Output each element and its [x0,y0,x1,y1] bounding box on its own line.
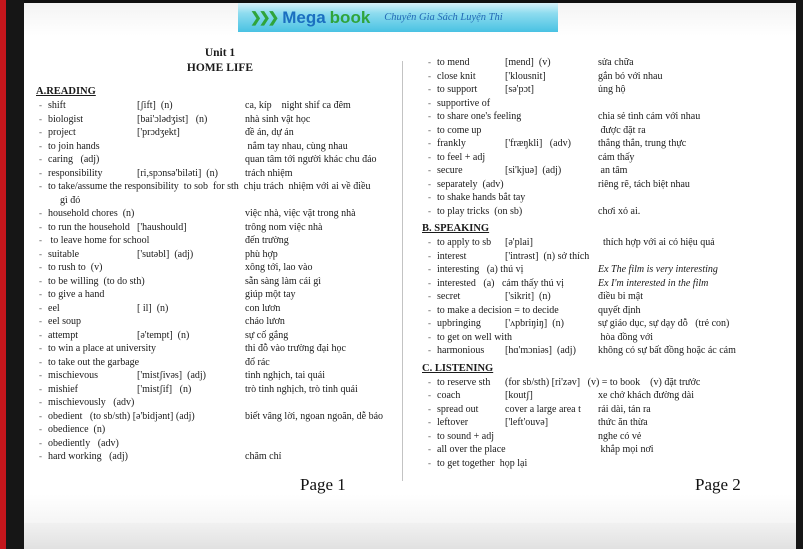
bullet-dash: - [428,84,431,94]
vocab-row: - obedient (to sb/sth) [ə'bidjənt] (adj) biết vâng lời, ngoan ngoãn, dễ bảo [39,410,384,422]
vocab-row: - close knit ['klousnit] gắn bó với nhau [428,70,663,82]
vocab-row: - to give a hand giúp một tay [39,289,296,300]
bullet-dash: - [39,167,42,178]
bullet-dash: - [428,277,431,288]
bullet-dash: - [39,289,42,299]
vocab-row: - to come up được đặt ra [428,124,646,136]
vocab-row: - to mend [mend] (v) sửa chữa [428,57,634,68]
page-bottom-shadow [24,523,796,549]
vocab-row: - frankly ['fræŋkli] (adv) thẳng thắn, trung thực [428,138,687,149]
page-1-vocab-list [34,85,406,464]
bullet-dash: - [428,264,431,274]
bullet-dash: - [428,57,431,67]
section-heading: A.READING [36,86,96,97]
bullet-dash: - [428,444,431,454]
bullet-dash: - [428,331,431,342]
vocab-row: - interested (a) cảm thấy thú vị Ex I'm interested in the film [428,277,709,289]
vocab-row: - all over the place khắp mọi nơi [428,444,654,455]
unit-title: Unit 1 [204,47,236,59]
bullet-dash: - [39,100,42,110]
left-dark-edge [6,0,24,549]
bullet-dash: - [428,318,431,328]
bullet-dash: - [428,192,431,202]
vocab-row: - to run the household ['haushould] trông nom việc nhà [39,221,323,233]
bullet-dash: - [39,410,42,421]
vocab-row: - project ['prɔdʒekt] đề án, dự án [39,127,294,138]
vocab-row: - biologist [bai'ɔlədʒist] (n) nhà sinh vật học [39,113,311,125]
bullet-dash: - [39,181,42,191]
bullet-dash: - [428,376,431,387]
vocab-row: - shift [ʃift] (n) ca, kíp night shif ca đêm [39,100,351,111]
logo-text-mega: Mega [282,7,326,27]
vocab-row: - secure [si'kjuə] (adj) an tâm [428,165,628,176]
unit-subtitle: HOME LIFE [186,62,254,74]
bullet-dash: - [428,430,431,441]
bullet-dash: - [39,343,42,353]
vocab-row: - to apply to sb [ə'plai] thích hợp với ai có hiệu quả [428,237,715,248]
vocab-row: - to rush to (v) xông tới, lao vào [39,262,313,273]
vocab-row: - hard working (adj) chăm chỉ [39,451,282,462]
bullet-dash: - [39,235,42,245]
vocab-row: - to share one's feeling chia sẻ tình cảm với nhau [428,111,701,122]
bullet-dash: - [428,165,431,175]
bullet-dash: - [39,356,42,367]
bullet-dash: - [428,345,431,355]
page-2-column [420,56,794,470]
vocab-row: - suitable ['sutəbl] (adj) phù hợp [39,248,278,260]
bullet-dash: - [39,437,42,448]
vocab-row: - to take/assume the responsibility to sob for sth chịu trách nhiệm với ai về điều [39,181,371,192]
bullet-dash: - [39,154,42,164]
bullet-dash: - [39,302,42,313]
document-spread [24,3,796,549]
bullet-dash: - [428,138,431,148]
vocab-row: - to shake hands bắt tay [428,192,526,203]
bullet-dash: - [39,140,42,151]
vocab-row: - to take out the garbage đổ rác [39,356,270,368]
bullet-dash: - [428,70,431,81]
vocab-row: - separately (adv) riêng rẽ, tách biệt nhau [428,178,690,190]
bullet-dash: - [39,127,42,137]
bullet-dash: - [428,205,431,216]
bullet-dash: - [428,304,431,315]
page-2-vocab-list [420,56,794,470]
vocab-row: - to get on well with hòa đồng với [428,331,654,343]
page-2-label: Page 2 [695,475,741,494]
megabook-banner [238,3,558,32]
vocab-row: - to leave home for school đến trường [39,235,289,246]
bullet-dash: - [428,291,431,301]
bullet-dash: - [428,403,431,414]
bullet-dash: - [39,248,42,259]
vocab-row: - mischievous ['mistʃivəs] (adj) tinh nghịch, tai quái [39,370,325,381]
right-dark-edge [796,0,803,549]
vocab-row: - eel soup cháo lươn [39,316,285,327]
bullet-dash: - [39,370,42,380]
bullet-dash: - [428,151,431,162]
vocab-row: - to win a place at university thi đỗ vào trường đại học [39,343,346,354]
vocab-row: - obediently (adv) [39,437,119,449]
bullet-dash: - [39,383,42,394]
bullet-dash: - [39,424,42,434]
vocab-row: - spread out cover a large area t rải dài, tán ra [428,403,651,415]
vocab-row: - to join hands nắm tay nhau, cùng nhau [39,140,348,152]
vocab-row: - responsibility [ri,spɔnsə'biləti] (n) trách nhiệm [39,167,293,179]
bullet-dash: - [39,397,42,407]
section-heading: C. LISTENING [422,362,494,374]
vocab-row: - attempt [ə'tempt] (n) sự cố gắng [39,329,289,341]
bullet-dash: - [39,451,42,461]
vocab-row: - interest ['intrəst] (n) sở thích [428,250,590,262]
bullet-dash: - [39,316,42,326]
megabook-chevrons-icon: ❯❯❯ [250,9,277,25]
vocab-row: - to be willing (to do sth) sẵn sàng làm cái gì [39,275,322,287]
vocab-row: - interesting (a) thú vị Ex The film is very interesting [428,264,718,275]
vocab-row: - to make a decision = to decide quyết định [428,304,641,316]
vocab-row: - mischievously (adv) [39,397,135,408]
vocab-row-continuation: gì đó [60,194,81,206]
vocab-row: - mishief ['mistʃif] (n) trò tinh nghịch, trò tinh quái [39,383,358,395]
vocab-row: - caring (adj) quan tâm tới người khác chu đáo [39,154,377,165]
banner-tagline: Chuyên Gia Sách Luyện Thi [384,12,503,23]
vocab-row: - supportive of [428,97,491,109]
bullet-dash: - [39,329,42,340]
vocab-row: - secret ['sikrit] (n) điều bi mật [428,291,643,302]
bullet-dash: - [428,124,431,135]
vocab-row: - household chores (n) việc nhà, việc vặt trong nhà [39,208,356,219]
top-edge-bar [0,0,803,3]
bullet-dash: - [39,221,42,232]
vocab-row: - harmonious [hɑ'mɔniəs] (adj) không có sự bất đồng hoặc ác cảm [428,345,736,356]
bullet-dash: - [39,262,42,272]
vocab-row: - coach [koutʃ] xe chở khách đường dài [428,390,694,401]
bullet-dash: - [428,237,431,247]
bullet-dash: - [39,113,42,124]
bullet-dash: - [428,178,431,189]
bullet-dash: - [39,208,42,218]
bullet-dash: - [428,390,431,400]
vocab-row: - eel [ il] (n) con lươn [39,302,281,314]
bullet-dash: - [428,457,431,468]
bullet-dash: - [428,97,431,108]
page-1-label: Page 1 [300,475,346,494]
vocab-row: - upbringing ['ʌpbriŋiŋ] (n) sự giáo dục, sự dạy dỗ (trẻ con) [428,318,730,329]
vocab-row: - to feel + adj cảm thấy [428,151,635,163]
vocab-row: - to reserve sth (for sb/sth) [ri'zəv] (v) = to book (v) đặt trước [428,376,701,388]
logo-text-book: book [329,7,371,27]
bullet-dash: - [428,417,431,427]
bullet-dash: - [428,111,431,121]
vocab-row: - to sound + adj nghe có vẻ [428,430,642,442]
bullet-dash: - [428,250,431,261]
vocab-row: - obedience (n) [39,424,106,435]
page-1-column [34,46,406,464]
bullet-dash: - [39,275,42,286]
section-heading: B. SPEAKING [422,223,490,234]
vocab-row: - to support [sə'pɔt] ủng hộ [428,84,626,95]
vocab-row: - to play tricks (on sb) chơi xỏ ai. [428,205,641,217]
vocab-row: - to get together họp lại [428,457,528,469]
vocab-row: - leftover ['left'ouvə] thức ăn thừa [428,417,648,428]
